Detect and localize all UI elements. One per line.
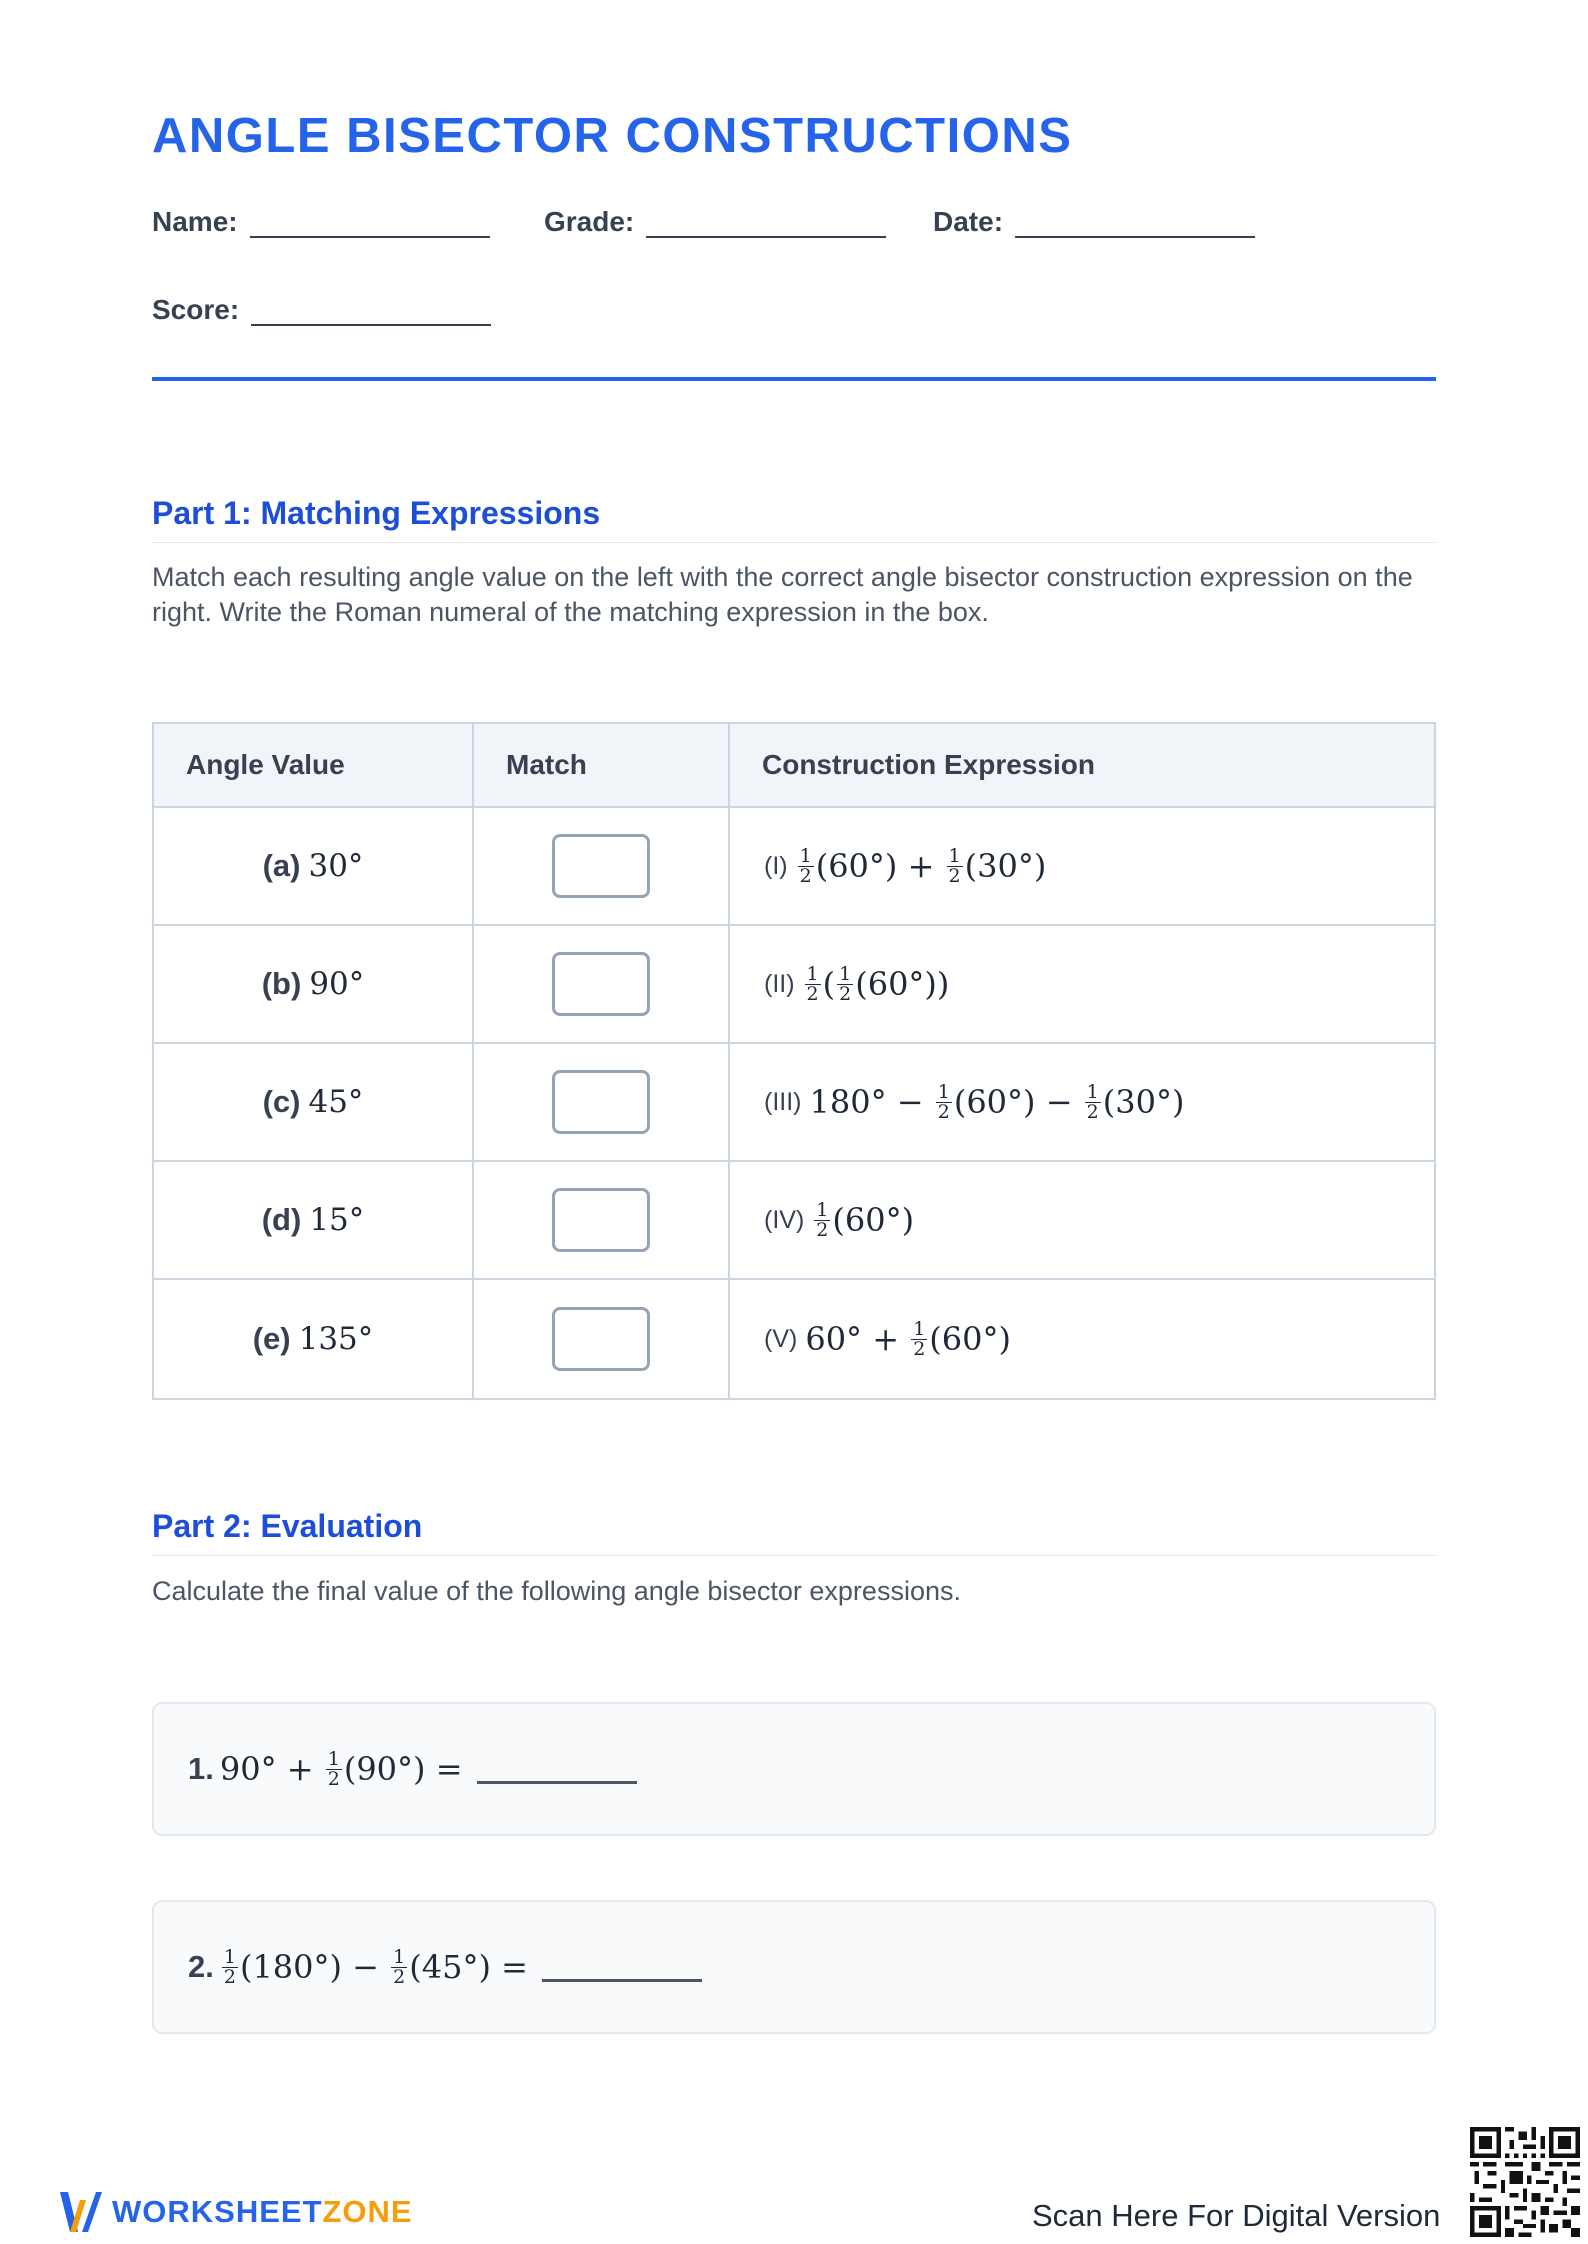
half-fraction: $\frac{1}{2}$ <box>1086 1080 1099 1123</box>
question-expression: (45°) = <box>409 1948 528 1986</box>
score-label: Score: <box>152 294 240 325</box>
row-label: (a) <box>262 848 301 883</box>
question-expression: 90° + <box>219 1750 324 1788</box>
table-row <box>154 1044 1434 1162</box>
half-fraction: $\frac{1}{2}$ <box>327 1747 340 1790</box>
angle-value: 15° <box>309 1202 365 1238</box>
row-label: (b) <box>261 966 302 1001</box>
roman-numeral: (III) <box>764 1087 802 1116</box>
angle-cell <box>154 808 474 924</box>
name-input-line[interactable] <box>250 212 490 238</box>
expression-cell <box>730 808 1434 924</box>
question-number: 2. <box>188 1949 214 1984</box>
brand-name-part1: WORKSHEET <box>112 2194 323 2229</box>
row-label: (c) <box>262 1084 301 1119</box>
expression-cell <box>730 1280 1434 1398</box>
worksheet-title: ANGLE BISECTOR CONSTRUCTIONS <box>152 109 1073 163</box>
expression-cell <box>730 1044 1434 1160</box>
date-field <box>933 206 1255 238</box>
name-label: Name: <box>152 206 238 237</box>
answer-blank[interactable] <box>542 1952 702 1982</box>
half-fraction: $\frac{1}{2}$ <box>799 844 812 887</box>
angle-value: 30° <box>308 848 364 884</box>
question-expression: (180°) − <box>239 1948 390 1986</box>
matching-table <box>152 722 1436 1400</box>
question-expression: (90°) = <box>343 1750 463 1788</box>
half-fraction: $\frac{1}{2}$ <box>816 1198 829 1241</box>
expression-cell <box>730 926 1434 1042</box>
table-header <box>154 724 1434 808</box>
row-label: (e) <box>252 1321 291 1356</box>
half-fraction: $\frac{1}{2}$ <box>937 1080 950 1123</box>
expression-text: (30°) <box>964 847 1047 885</box>
worksheetzone-logo-icon <box>58 2186 104 2238</box>
roman-numeral: (V) <box>764 1324 798 1353</box>
part2-instructions: Calculate the final value of the following angle bisector expressions. <box>152 1576 961 1606</box>
half-fraction: $\frac{1}{2}$ <box>948 844 961 887</box>
roman-numeral: (I) <box>764 851 788 880</box>
half-fraction: $\frac{1}{2}$ <box>393 1945 406 1988</box>
expression-text: (60°) <box>832 1201 915 1239</box>
part1-title: Part 1: Matching Expressions <box>152 495 601 531</box>
table-row <box>154 926 1434 1044</box>
answer-box[interactable] <box>552 1070 650 1134</box>
angle-cell <box>154 1280 474 1398</box>
answer-box[interactable] <box>552 1188 650 1252</box>
angle-value: 135° <box>298 1321 374 1357</box>
score-input-line[interactable] <box>251 300 491 326</box>
expression-cell <box>730 1162 1434 1278</box>
roman-numeral: (II) <box>764 969 795 998</box>
grade-label: Grade: <box>544 206 635 237</box>
angle-cell <box>154 1044 474 1160</box>
angle-value: 90° <box>309 966 365 1002</box>
grade-field <box>544 206 886 238</box>
angle-cell <box>154 1162 474 1278</box>
expression-text: (60°)) <box>855 965 950 1003</box>
expression-text: ( <box>822 965 836 1003</box>
part1-instructions: Match each resulting angle value on the left with the correct angle bisector construction expression on the right. Write the Roman numeral of the matching expression in the box. <box>152 562 1413 627</box>
half-fraction: $\frac{1}{2}$ <box>223 1945 236 1988</box>
qr-code-icon[interactable] <box>1470 2127 1580 2237</box>
date-label: Date: <box>933 206 1004 237</box>
header-angle-value: Angle Value <box>154 724 474 806</box>
answer-box[interactable] <box>552 834 650 898</box>
table-row <box>154 808 1434 926</box>
answer-box[interactable] <box>552 1307 650 1371</box>
grade-input-line[interactable] <box>646 212 886 238</box>
part1-divider <box>152 542 1436 543</box>
match-cell <box>474 1162 730 1278</box>
angle-cell <box>154 926 474 1042</box>
half-fraction: $\frac{1}{2}$ <box>839 962 852 1005</box>
answer-box[interactable] <box>552 952 650 1016</box>
worksheetzone-logo[interactable] <box>58 2186 413 2238</box>
scan-instruction: Scan Here For Digital Version <box>1032 2198 1441 2233</box>
table-row <box>154 1280 1434 1398</box>
part2-title: Part 2: Evaluation <box>152 1508 423 1544</box>
match-cell <box>474 926 730 1042</box>
row-label: (d) <box>261 1202 302 1237</box>
expression-text: (60°) <box>929 1320 1011 1358</box>
expression-text: 60° + <box>805 1320 910 1358</box>
expression-text: 180° − <box>809 1083 934 1121</box>
brand-name-part2: ZONE <box>322 2194 413 2229</box>
question-number: 1. <box>188 1751 214 1786</box>
match-cell <box>474 808 730 924</box>
header-match: Match <box>474 724 730 806</box>
roman-numeral: (IV) <box>764 1205 805 1234</box>
match-cell <box>474 1044 730 1160</box>
score-field <box>152 294 491 326</box>
half-fraction: $\frac{1}{2}$ <box>913 1317 926 1360</box>
expression-text: (60°) + <box>815 847 945 885</box>
table-row <box>154 1162 1434 1280</box>
half-fraction: $\frac{1}{2}$ <box>806 962 819 1005</box>
answer-blank[interactable] <box>477 1754 637 1784</box>
header-divider <box>152 377 1436 381</box>
header-construction-expression: Construction Expression <box>762 749 1095 780</box>
expression-text: (30°) <box>1102 1083 1185 1121</box>
evaluation-question-2 <box>152 1900 1436 2034</box>
part2-divider <box>152 1555 1436 1556</box>
date-input-line[interactable] <box>1015 212 1255 238</box>
expression-text: (60°) − <box>953 1083 1083 1121</box>
evaluation-question-1 <box>152 1702 1436 1836</box>
angle-value: 45° <box>308 1084 364 1120</box>
brand-name <box>112 2194 413 2230</box>
name-field <box>152 206 490 238</box>
match-cell <box>474 1280 730 1398</box>
